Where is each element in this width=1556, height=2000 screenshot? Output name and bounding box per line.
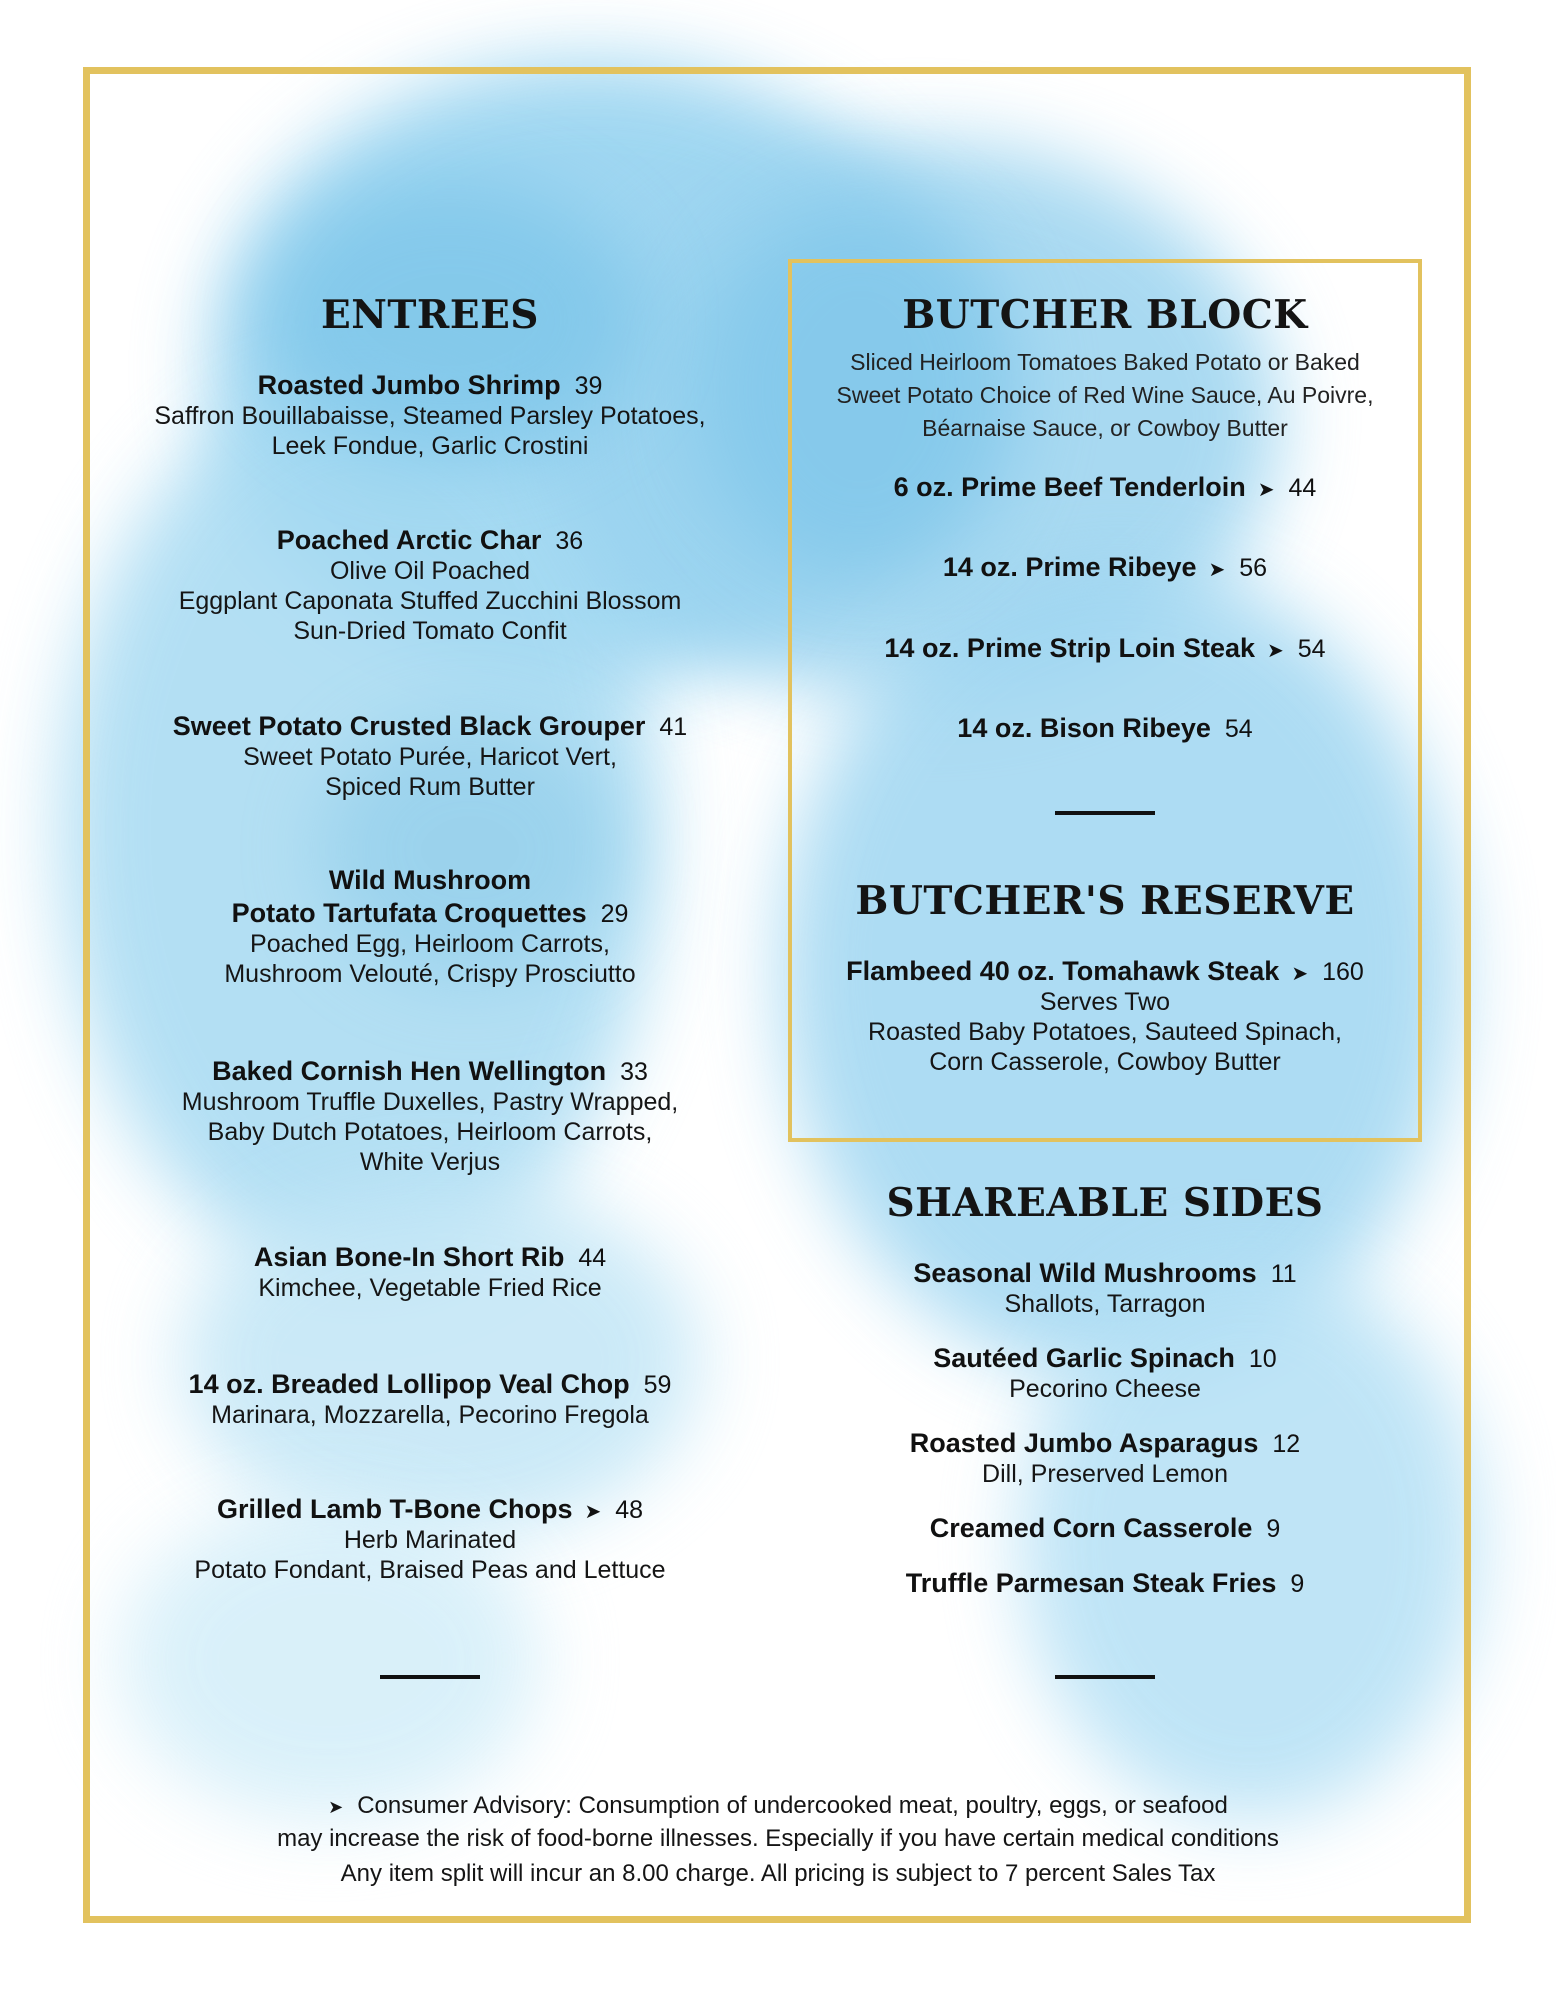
item-name: Poached Arctic Char bbox=[276, 525, 542, 555]
item-description: Sun-Dried Tomato Confit bbox=[293, 617, 567, 645]
item-description: Mushroom Truffle Duxelles, Pastry Wrapped, bbox=[181, 1088, 679, 1116]
menu-item bbox=[140, 1056, 720, 1177]
item-name: Sweet Potato Crusted Black Grouper bbox=[172, 711, 646, 741]
note-line: Béarnaise Sauce, or Cowboy Butter bbox=[922, 415, 1288, 441]
item-description: Baby Dutch Potatoes, Heirloom Carrots, bbox=[207, 1118, 653, 1146]
butcher-block-note bbox=[800, 346, 1410, 445]
item-price: 41 bbox=[659, 713, 688, 741]
menu-item bbox=[800, 956, 1410, 1077]
item-price: 59 bbox=[643, 1371, 672, 1399]
item-description: Eggplant Caponata Stuffed Zucchini Blossom bbox=[178, 587, 682, 615]
item-description: Herb Marinated bbox=[343, 1526, 517, 1554]
menu-item bbox=[140, 525, 720, 646]
item-name: Creamed Corn Casserole bbox=[929, 1513, 1253, 1543]
item-description: Poached Egg, Heirloom Carrots, bbox=[250, 930, 610, 958]
butcher-block-heading: BUTCHER BLOCK bbox=[902, 292, 1308, 338]
item-name: Asian Bone-In Short Rib bbox=[253, 1242, 565, 1272]
item-description: Olive Oil Poached bbox=[329, 557, 531, 585]
item-name: 6 oz. Prime Beef Tenderloin bbox=[893, 472, 1246, 502]
item-description: Dill, Preserved Lemon bbox=[982, 1460, 1228, 1488]
item-name: Potato Tartufata Croquettes bbox=[231, 898, 587, 928]
item-price: 44 bbox=[1288, 474, 1317, 502]
item-price: 44 bbox=[578, 1244, 607, 1272]
butchers-reserve-heading: BUTCHER'S RESERVE bbox=[855, 878, 1355, 924]
divider-rule bbox=[800, 811, 1410, 815]
item-name: Grilled Lamb T-Bone Chops bbox=[216, 1494, 573, 1524]
note-line: Sliced Heirloom Tomatoes Baked Potato or Baked bbox=[850, 349, 1360, 375]
item-description: Shallots, Tarragon bbox=[1004, 1290, 1206, 1318]
consumer-advisory-footer bbox=[200, 1790, 1356, 1889]
item-description: Roasted Baby Potatoes, Sauteed Spinach, bbox=[868, 1018, 1342, 1046]
item-price: 36 bbox=[555, 527, 584, 555]
menu-item bbox=[800, 472, 1410, 503]
item-name: Flambeed 40 oz. Tomahawk Steak bbox=[846, 956, 1280, 986]
item-price: 9 bbox=[1290, 1570, 1305, 1598]
consumer-advisory-arrow-icon: ➤ bbox=[328, 1797, 344, 1817]
menu-item bbox=[800, 1343, 1410, 1404]
item-price: 160 bbox=[1322, 958, 1364, 986]
menu-item bbox=[800, 633, 1410, 664]
menu-item bbox=[800, 1258, 1410, 1319]
entrees-heading: ENTREES bbox=[321, 292, 539, 338]
item-price: 54 bbox=[1297, 635, 1326, 663]
item-name: Roasted Jumbo Asparagus bbox=[909, 1428, 1259, 1458]
item-description: Pecorino Cheese bbox=[1009, 1375, 1201, 1403]
consumer-advisory-arrow-icon: ➤ bbox=[1208, 559, 1226, 581]
item-name: Baked Cornish Hen Wellington bbox=[212, 1056, 607, 1086]
item-price: 10 bbox=[1248, 1345, 1277, 1373]
item-price: 56 bbox=[1239, 554, 1268, 582]
consumer-advisory-arrow-icon: ➤ bbox=[1291, 963, 1309, 985]
item-description: Potato Fondant, Braised Peas and Lettuce bbox=[194, 1556, 666, 1584]
menu-item bbox=[140, 1369, 720, 1430]
item-name: 14 oz. Prime Ribeye bbox=[942, 552, 1197, 582]
entrees-section bbox=[140, 292, 720, 1584]
item-price: 11 bbox=[1270, 1260, 1297, 1288]
advisory-line: Consumer Advisory: Consumption of undercooked meat, poultry, eggs, or seafood bbox=[357, 1792, 1228, 1819]
item-name: 14 oz. Bison Ribeye bbox=[957, 713, 1211, 743]
item-price: 48 bbox=[615, 1496, 644, 1524]
item-name: Seasonal Wild Mushrooms bbox=[913, 1258, 1257, 1288]
item-price: 9 bbox=[1266, 1515, 1281, 1543]
menu-item bbox=[140, 1242, 720, 1303]
consumer-advisory-arrow-icon: ➤ bbox=[1257, 479, 1275, 501]
butchers-reserve-section bbox=[800, 878, 1410, 924]
note-line: Sweet Potato Choice of Red Wine Sauce, Au Poivre, bbox=[836, 382, 1374, 408]
divider-rule bbox=[140, 1675, 720, 1679]
item-price: 54 bbox=[1224, 715, 1253, 743]
item-description: Mushroom Velouté, Crispy Prosciutto bbox=[224, 960, 636, 988]
item-description: Corn Casserole, Cowboy Butter bbox=[929, 1048, 1281, 1076]
shareable-sides-heading: SHAREABLE SIDES bbox=[886, 1180, 1324, 1226]
item-description: Saffron Bouillabaisse, Steamed Parsley Potatoes, bbox=[154, 402, 706, 430]
item-name: 14 oz. Breaded Lollipop Veal Chop bbox=[188, 1369, 630, 1399]
item-price: 39 bbox=[574, 372, 603, 400]
menu-item bbox=[800, 713, 1410, 744]
item-description: Marinara, Mozzarella, Pecorino Fregola bbox=[211, 1401, 649, 1429]
divider-rule bbox=[800, 1675, 1410, 1679]
item-name: 14 oz. Prime Strip Loin Steak bbox=[884, 633, 1256, 663]
menu-item bbox=[140, 1494, 720, 1585]
advisory-line: may increase the risk of food-borne illnesses. Especially if you have certain medical conditions bbox=[277, 1825, 1279, 1852]
menu-item bbox=[800, 552, 1410, 583]
item-price: 33 bbox=[620, 1058, 648, 1086]
item-description: Spiced Rum Butter bbox=[325, 773, 535, 801]
menu-item bbox=[140, 711, 720, 802]
menu-item bbox=[140, 370, 720, 461]
item-description: Sweet Potato Purée, Haricot Vert, bbox=[243, 743, 617, 771]
menu-item bbox=[800, 1513, 1410, 1544]
consumer-advisory-arrow-icon: ➤ bbox=[584, 1501, 602, 1523]
menu-item bbox=[800, 1428, 1410, 1489]
shareable-sides-section bbox=[800, 1180, 1410, 1226]
split-charge-note: Any item split will incur an 8.00 charge. All pricing is subject to 7 percent Sales Tax bbox=[340, 1860, 1216, 1887]
item-name: Truffle Parmesan Steak Fries bbox=[905, 1568, 1277, 1598]
consumer-advisory-arrow-icon: ➤ bbox=[1267, 640, 1284, 662]
item-name: Wild Mushroom bbox=[328, 865, 532, 895]
item-name: Roasted Jumbo Shrimp bbox=[257, 370, 561, 400]
menu-item bbox=[800, 1568, 1410, 1599]
item-price: 12 bbox=[1272, 1430, 1301, 1458]
item-description: White Verjus bbox=[359, 1148, 501, 1176]
item-name: Sautéed Garlic Spinach bbox=[933, 1343, 1235, 1373]
item-description: Leek Fondue, Garlic Crostini bbox=[271, 432, 589, 460]
item-description: Serves Two bbox=[1039, 988, 1171, 1016]
item-description: Kimchee, Vegetable Fried Rice bbox=[258, 1274, 602, 1302]
item-price: 29 bbox=[600, 900, 629, 928]
butcher-block-section bbox=[800, 292, 1410, 1598]
menu-item bbox=[140, 865, 720, 989]
